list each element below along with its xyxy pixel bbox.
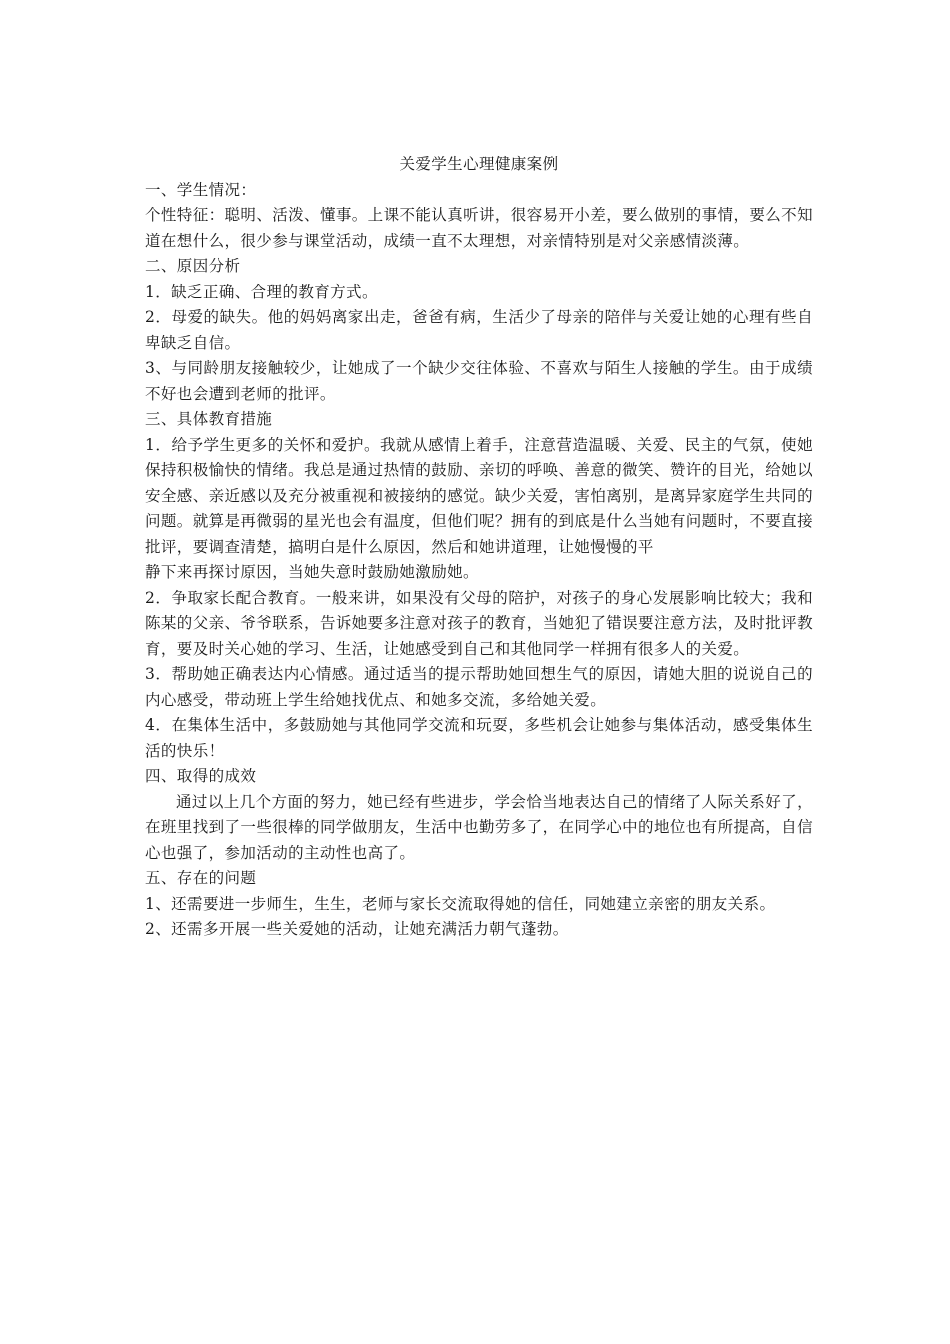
cause-item-1: 1．缺乏正确、合理的教育方式。 [145,282,378,301]
measure-item-1: 1．给予学生更多的关怀和爱护。我就从感情上着手，注意营造温暖、关爱、民主的气氛，使她保持积极愉快的情绪。我总是通过热情的鼓励、亲切的呼唤、善意的微笑、赞许的目光，给她以安全感、亲近感以及充分被重视和被接纳的感觉。缺少关爱，害怕离别，是离异家庭学生共同的问题。就算是再微弱的星光也会有温度，但他们呢？拥有的到底是什么当她有问题时，不要直接批评，要调查清楚，搞明白是什么原因，然后和她讲道理，让她慢慢的平 [145,435,813,556]
measure-item-4: 4．在集体生活中，多鼓励她与其他同学交流和玩耍，多些机会让她参与集体活动，感受集体生活的快乐！ [145,716,813,760]
document-title: 关爱学生心理健康案例 [399,155,559,173]
cause-item-2: 2．母爱的缺失。他的妈妈离家出走，爸爸有病，生活少了母亲的陪伴与关爱让她的心理有些自卑缺乏自信。 [145,308,813,352]
measure-item-2: 2．争取家长配合教育。一般来讲，如果没有父母的陪护，对孩子的身心发展影响比较大；我和陈某的父亲、爷爷联系，告诉她要多注意对孩子的教育，当她犯了错误要注意方法，及时批评教育，要及时关心她的学习、生活，让她感受到自己和其他同学一样拥有很多人的关爱。 [145,588,813,658]
measure-item-3: 3．帮助她正确表达内心情感。通过适当的提示帮助她回想生气的原因，请她大胆的说说自己的内心感受，带动班上学生给她找优点、和她多交流，多给她关爱。 [145,665,813,709]
cause-item-3: 3、与同龄朋友接触较少，让她成了一个缺少交往体验、不喜欢与陌生人接触的学生。由于成绩不好也会遭到老师的批评。 [145,359,813,403]
paragraph-personality: 个性特征：聪明、活泼、懂事。上课不能认真听讲，很容易开小差，要么做别的事情，要么不知道在想什么，很少参与课堂活动，成绩一直不太理想，对亲情特别是对父亲感情淡薄。 [145,206,813,250]
problem-item-1: 1、还需要进一步师生，生生，老师与家长交流取得她的信任，同她建立亲密的朋友关系。 [145,894,776,913]
problem-item-2: 2、还需多开展一些关爱她的活动，让她充满活力朝气蓬勃。 [145,920,569,938]
section-heading-student-info: 一、学生情况： [145,180,257,199]
section-heading-problems: 五、存在的问题 [145,869,257,887]
section-heading-results: 四、取得的成效 [145,767,257,785]
section-heading-measures: 三、具体教育措施 [145,410,273,428]
paragraph-results: 通过以上几个方面的努力，她已经有些进步，学会恰当地表达自己的情绪了人际关系好了，在班里找到了一些很棒的同学做朋友，生活中也勤劳多了，在同学心中的地位也有所提高，自信心也强了，参加活动的主动性也高了。 [145,792,813,862]
document-body [145,152,813,943]
section-heading-cause-analysis: 二、原因分析 [145,257,241,275]
measure-item-1-continued: 静下来再探讨原因，当她失意时鼓励她激励她。 [145,563,479,581]
